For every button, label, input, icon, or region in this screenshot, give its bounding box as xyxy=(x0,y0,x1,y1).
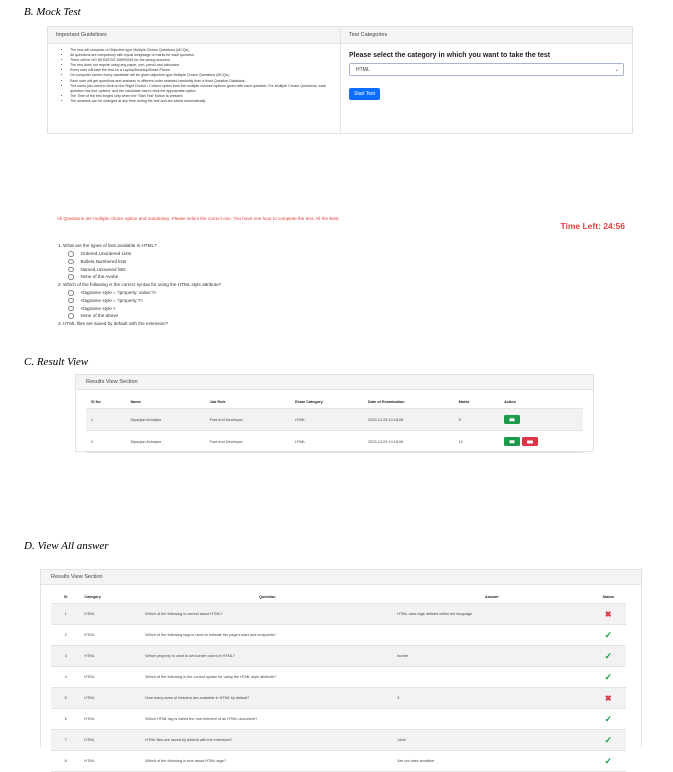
question-text: 2. Which of the following is the correct syntax for using the HTML style attribute? xyxy=(58,281,222,287)
cell-question: Which of the following is true about HTML tags? xyxy=(141,751,393,772)
option-label: Bullets,Numbered lists xyxy=(80,258,127,264)
timer: Time Left: 24:56 xyxy=(560,221,625,231)
answers-panel xyxy=(40,569,642,766)
cell-answer: border xyxy=(393,646,590,667)
answer-option[interactable] xyxy=(58,273,221,281)
cell-question: HTML files are saved by default with the extension? xyxy=(141,730,393,751)
answer-option[interactable] xyxy=(58,266,221,274)
mock-test-panel xyxy=(47,26,633,134)
cell-category: HTML xyxy=(80,625,141,646)
cell-category: HTML xyxy=(80,730,141,751)
exam-instructions: All Questions are multiple choice option and mandotary. Please select the correct one. You have one hour to complete the test. All the Best. xyxy=(57,216,340,221)
categories-title: Test Categories xyxy=(349,32,388,38)
guideline-item: • The test does not require using any paper, pen, pencil and calculator. xyxy=(70,63,340,68)
print-icon xyxy=(527,440,533,443)
cell-status xyxy=(591,709,626,730)
cell-question: Which of the following is the correct syntax for using the HTML style attribute? xyxy=(141,667,393,688)
answer-option[interactable] xyxy=(58,250,221,258)
section-title-view-all-answer: D. View All answer xyxy=(24,540,109,552)
section-title-mock-test: B. Mock Test xyxy=(24,6,81,18)
cell-date: 2023-12-09 14:18:06 xyxy=(363,431,454,453)
cell-sl: 2 xyxy=(86,431,126,453)
answer-option[interactable] xyxy=(58,258,221,266)
option-label: None of the above xyxy=(80,313,119,319)
cross-icon: ✖ xyxy=(604,609,612,619)
option-label: Ordered,Unordered Lists xyxy=(80,251,132,257)
column-header: Answer xyxy=(393,590,590,604)
cell-answer: HTML uses tags defined within the language xyxy=(393,604,590,625)
view-button[interactable] xyxy=(504,437,520,446)
result-table-header xyxy=(86,396,583,409)
question-list xyxy=(58,242,221,328)
result-table xyxy=(86,396,583,453)
result-view-panel xyxy=(75,374,594,452)
table-row xyxy=(51,604,626,625)
cell-category: HTML xyxy=(80,604,141,625)
cell-status xyxy=(591,604,626,625)
answer-option[interactable] xyxy=(58,289,221,297)
category-prompt: Please select the category in which you want to take the test xyxy=(349,52,551,59)
view-button[interactable] xyxy=(504,415,520,424)
answer-option[interactable] xyxy=(58,297,221,305)
radio-button[interactable] xyxy=(68,306,74,312)
cell-category: HTML xyxy=(80,688,141,709)
cell-marks: 14 xyxy=(454,431,500,453)
radio-button[interactable] xyxy=(68,259,74,265)
answers-table xyxy=(51,590,626,772)
cell-role: Font end Developer xyxy=(205,431,291,453)
cell-status xyxy=(591,730,626,751)
cell-sl: 1 xyxy=(51,604,80,625)
cell-action xyxy=(499,431,583,453)
guideline-item: • On computer screen every candidate will be given objective type Multiple Choice Questions (MCQs). xyxy=(70,73,340,78)
cell-name: Dipanjan Acharjee xyxy=(126,431,205,453)
column-header: Exam Category xyxy=(290,396,363,409)
categories-header xyxy=(341,27,632,44)
cell-category: HTML xyxy=(80,667,141,688)
column-header: Action xyxy=(499,396,583,409)
cell-category: HTML xyxy=(80,646,141,667)
column-header: Sl xyxy=(51,590,80,604)
answers-table-header xyxy=(51,590,626,604)
categories-column xyxy=(341,27,632,133)
radio-button[interactable] xyxy=(68,274,74,280)
option-label: Named,Unnamed lists xyxy=(80,266,126,272)
table-row xyxy=(51,709,626,730)
table-row xyxy=(51,625,626,646)
table-row xyxy=(51,751,626,772)
cell-status xyxy=(591,646,626,667)
check-icon: ✓ xyxy=(604,650,613,661)
cell-status xyxy=(591,688,626,709)
cell-answer: 3 xyxy=(393,688,590,709)
cell-sl: 3 xyxy=(51,646,80,667)
guidelines-title: Important Guidelines xyxy=(56,32,107,38)
column-header: Job Role xyxy=(205,396,291,409)
guidelines-list xyxy=(48,48,340,104)
cell-sl: 6 xyxy=(51,709,80,730)
cell-question: Which HTML tag is called the root element of an HTML document? xyxy=(141,709,393,730)
cell-role: Font end Developer xyxy=(205,409,291,431)
start-test-button[interactable]: Start Test xyxy=(349,88,380,100)
guidelines-header xyxy=(48,27,340,44)
column-header: Marks xyxy=(454,396,500,409)
question-text: 3. HTML files are saved by default with the extension? xyxy=(58,320,169,326)
column-header: Question xyxy=(141,590,393,604)
cell-answer: .html xyxy=(393,730,590,751)
radio-button[interactable] xyxy=(68,313,74,319)
view-icon xyxy=(510,440,515,444)
answers-view-title: Results View Section xyxy=(41,570,641,585)
option-label: <tagname style = ?property;?> xyxy=(80,297,143,303)
category-select[interactable] xyxy=(349,63,624,76)
check-icon: ✓ xyxy=(604,734,613,745)
guideline-item: • There will be NO NEGATIVE MARKING for the wrong answers. xyxy=(70,58,340,63)
cell-name: Dipanjan Acharjee xyxy=(126,409,205,431)
guideline-item: • Every user will take the test on a Laptop/Desktop/Smart Phone. xyxy=(70,68,340,73)
table-row xyxy=(51,646,626,667)
column-header: Status xyxy=(591,590,626,604)
cell-date: 2023-12-08 14:18:06 xyxy=(363,409,454,431)
cell-status xyxy=(591,625,626,646)
radio-button[interactable] xyxy=(68,267,74,273)
option-label: <tagname style = ?property: value;?> xyxy=(80,290,157,296)
table-row xyxy=(86,409,583,431)
cell-answer: Are not case sensitive xyxy=(393,751,590,772)
view-icon xyxy=(510,418,515,422)
cell-category: HTML xyxy=(80,751,141,772)
cell-question: Which of the following tags is used to indicate the page's start and endpoints? xyxy=(141,625,393,646)
check-icon: ✓ xyxy=(604,755,613,766)
guideline-item: • The answers can be changed at any time during the test and are saved automatically. xyxy=(70,99,340,104)
cell-status xyxy=(591,751,626,772)
exam-panel xyxy=(47,208,633,341)
cell-sl: 8 xyxy=(51,751,80,772)
category-select-value: HTML xyxy=(356,67,370,73)
radio-button[interactable] xyxy=(68,298,74,304)
answer-option[interactable] xyxy=(58,305,221,313)
cross-icon: ✖ xyxy=(604,693,612,703)
guideline-item: • All questions are compulsory with equal weightage of marks for each question. xyxy=(70,53,340,58)
column-header: Name xyxy=(126,396,205,409)
cell-sl: 5 xyxy=(51,688,80,709)
question-text: 1. What are the types of lists available in HTML? xyxy=(58,243,157,248)
section-title-result-view: C. Result View xyxy=(24,356,89,368)
cell-question: Which property is used to set border colors in HTML? xyxy=(141,646,393,667)
cell-question: How many sizes of headers are available in HTML by default? xyxy=(141,688,393,709)
chevron-down-icon: ⌄ xyxy=(614,67,619,73)
table-row xyxy=(86,431,583,453)
cell-question: Which of the following is correct about HTML? xyxy=(141,604,393,625)
cell-sl: 7 xyxy=(51,730,80,751)
cell-action xyxy=(499,409,583,431)
check-icon: ✓ xyxy=(604,671,613,682)
cell-sl: 2 xyxy=(51,625,80,646)
answer-option[interactable] xyxy=(58,312,221,320)
cell-answer xyxy=(393,625,590,646)
table-row xyxy=(51,688,626,709)
cell-sl: 4 xyxy=(51,667,80,688)
cell-category: HTML xyxy=(290,409,363,431)
radio-button[interactable] xyxy=(68,251,74,257)
guideline-item: • The Time of the test begins only when the 'Start Test' button is pressed. xyxy=(70,94,340,99)
check-icon: ✓ xyxy=(604,713,613,724)
option-label: None of the Avobe xyxy=(80,274,119,280)
table-row xyxy=(51,667,626,688)
column-header: Sl No xyxy=(86,396,126,409)
result-view-title: Results View Section xyxy=(76,375,593,390)
cell-marks: 8 xyxy=(454,409,500,431)
cell-category: HTML xyxy=(290,431,363,453)
table-row xyxy=(51,730,626,751)
guideline-item: • Each user will get questions and answers in different order selected randomly from a fixed Question Databank. xyxy=(70,79,340,84)
guideline-item: • The test will comprise of Objective type Multiple Choice Questions (MCQs). xyxy=(70,48,340,53)
check-icon: ✓ xyxy=(604,629,613,640)
cell-answer xyxy=(393,667,590,688)
cell-category: HTML xyxy=(80,709,141,730)
print-button[interactable] xyxy=(522,437,538,446)
guideline-item: • The users just need to click on the Right Choice / Correct option from the multiple choices /options given with each question. For Multiple Choice Questions, each question has four options, and the candidate has to click the appropriate option. xyxy=(70,84,340,94)
cell-status xyxy=(591,667,626,688)
radio-button[interactable] xyxy=(68,290,74,296)
cell-answer xyxy=(393,709,590,730)
guidelines-column xyxy=(48,27,341,133)
option-label: <tagname style > xyxy=(80,305,116,311)
cell-sl: 1 xyxy=(86,409,126,431)
column-header: Category xyxy=(80,590,141,604)
column-header: Date of Examination xyxy=(363,396,454,409)
